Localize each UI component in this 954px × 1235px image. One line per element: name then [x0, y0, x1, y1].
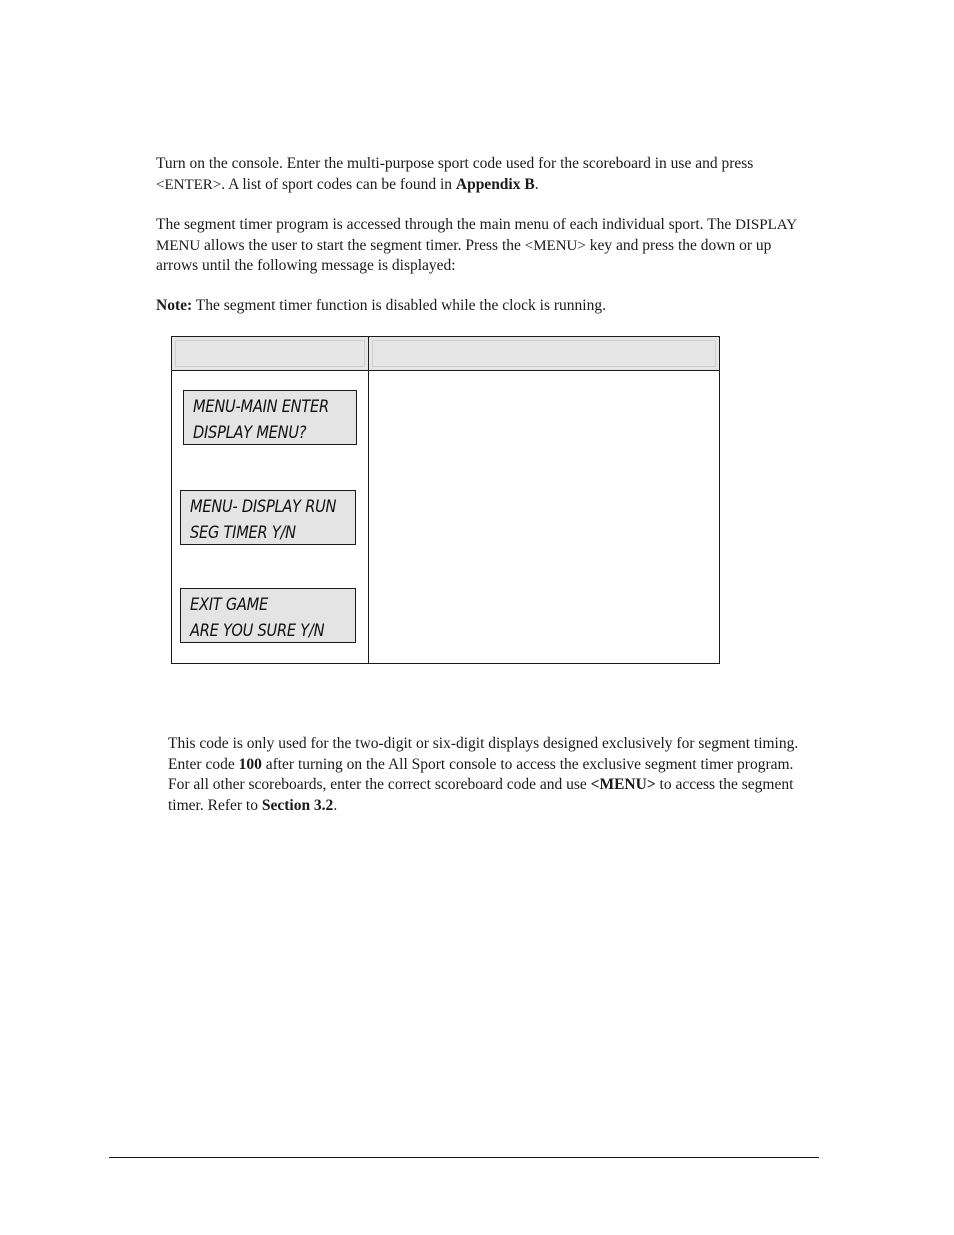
menu-key-label-bold: <MENU>	[590, 776, 656, 793]
segment-code-paragraph: This code is only used for the two-digit or six-digit displays designed exclusively for segment timing. Enter code 100 after turning on the All Sport console to access the exclusive segment timer program. For all other scoreboards, enter the correct scoreboard code and use <MENU> to access the segment timer. Refer to Section 3.2.	[168, 735, 799, 814]
footer-rule	[109, 1157, 819, 1158]
lcd-line: MENU-MAIN ENTER	[193, 397, 329, 417]
enter-key-label: <ENTER>	[156, 176, 222, 193]
lcd-line: EXIT GAME	[190, 595, 269, 615]
lcd-screen-display-run	[180, 490, 356, 545]
table-column-divider	[368, 337, 369, 663]
lcd-line: MENU- DISPLAY RUN	[190, 497, 337, 517]
appendix-b-ref: Appendix B	[455, 175, 535, 193]
menu-key-label: <MENU>	[524, 237, 586, 254]
code-100: 100	[238, 755, 262, 773]
lcd-line: ARE YOU SURE Y/N	[190, 621, 325, 641]
table-header-row	[172, 337, 719, 371]
lcd-line: SEG TIMER Y/N	[190, 523, 296, 543]
menu-paragraph: The segment timer program is accessed through the main menu of each individual sport. The DISPLAY MENU allows the user to start the segment timer. Press the <MENU> key and press the down or up arrows until the following message is displayed:	[156, 216, 797, 274]
intro-paragraph: Turn on the console. Enter the multi-purpose sport code used for the scoreboard in use and press <ENTER>. A list of sport codes can be found in Appendix B.	[156, 155, 754, 193]
table-header-cell-left	[175, 340, 365, 367]
table-header-cell-right	[372, 340, 716, 367]
display-menu-label: DISPLAY MENU	[156, 217, 797, 254]
section-ref: Section 3.2	[261, 796, 334, 814]
lcd-screen-exit-game	[180, 588, 356, 643]
lcd-screen-main-menu	[183, 390, 357, 445]
lcd-line: DISPLAY MENU?	[193, 423, 307, 443]
note-label: Note:	[156, 297, 193, 314]
note-paragraph: Note: The segment timer function is disabled while the clock is running.	[156, 297, 606, 314]
